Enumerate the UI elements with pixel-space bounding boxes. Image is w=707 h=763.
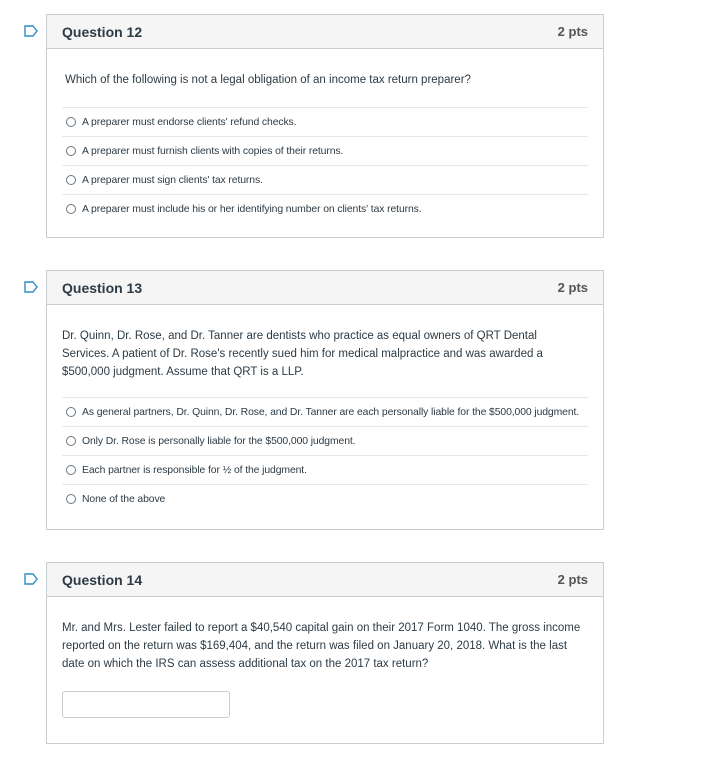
question-12 (46, 14, 604, 238)
answer-option[interactable] (62, 426, 588, 455)
radio-button[interactable] (66, 436, 76, 446)
answer-label: Each partner is responsible for ½ of the judgment. (82, 464, 307, 476)
question-header (47, 563, 603, 597)
question-title: Question 13 (62, 279, 143, 296)
question-points: 2 pts (557, 572, 588, 587)
answer-option[interactable] (62, 165, 588, 194)
answer-list (62, 397, 588, 513)
answer-option[interactable] (62, 484, 588, 513)
answer-input[interactable] (62, 691, 230, 718)
radio-button[interactable] (66, 146, 76, 156)
answer-option[interactable] (62, 136, 588, 165)
radio-button[interactable] (66, 204, 76, 214)
radio-button[interactable] (66, 465, 76, 475)
flag-question-icon[interactable] (24, 25, 38, 37)
flag-question-icon[interactable] (24, 281, 38, 293)
answer-label: A preparer must endorse clients' refund checks. (82, 116, 297, 128)
question-text: Mr. and Mrs. Lester failed to report a $40,540 capital gain on their 2017 Form 1040. The gross income reported on the return was $169,404, and the return was filed on January 20, 2018. What is the last date on which the IRS can assess additional tax on the 2017 tax return? (62, 622, 581, 670)
answer-option[interactable] (62, 194, 588, 223)
answer-list (62, 107, 588, 223)
answer-option[interactable] (62, 107, 588, 136)
question-14 (46, 562, 604, 744)
answer-option[interactable] (62, 397, 588, 426)
answer-label: None of the above (82, 493, 166, 505)
radio-button[interactable] (66, 117, 76, 127)
answer-label: A preparer must sign clients' tax returns. (82, 174, 263, 186)
question-title: Question 12 (62, 23, 143, 40)
question-points: 2 pts (557, 24, 588, 39)
question-header (47, 15, 603, 49)
answer-label: As general partners, Dr. Quinn, Dr. Rose, and Dr. Tanner are each personally liable for the $500,000 judgment. (82, 406, 580, 418)
question-title: Question 14 (62, 571, 143, 588)
flag-question-icon[interactable] (24, 573, 38, 585)
radio-button[interactable] (66, 494, 76, 504)
answer-label: A preparer must furnish clients with copies of their returns. (82, 145, 344, 157)
question-points: 2 pts (557, 280, 588, 295)
answer-option[interactable] (62, 455, 588, 484)
answer-label: Only Dr. Rose is personally liable for the $500,000 judgment. (82, 435, 356, 447)
question-text: Which of the following is not a legal obligation of an income tax return preparer? (65, 74, 471, 86)
radio-button[interactable] (66, 175, 76, 185)
question-header (47, 271, 603, 305)
question-text: Dr. Quinn, Dr. Rose, and Dr. Tanner are dentists who practice as equal owners of QRT Dental Services. A patient of Dr. Rose's recently sued him for medical malpractice and was awarded a $500,000 judgment. Assume that QRT is a LLP. (62, 330, 543, 378)
question-13 (46, 270, 604, 530)
radio-button[interactable] (66, 407, 76, 417)
answer-label: A preparer must include his or her identifying number on clients' tax returns. (82, 203, 422, 215)
